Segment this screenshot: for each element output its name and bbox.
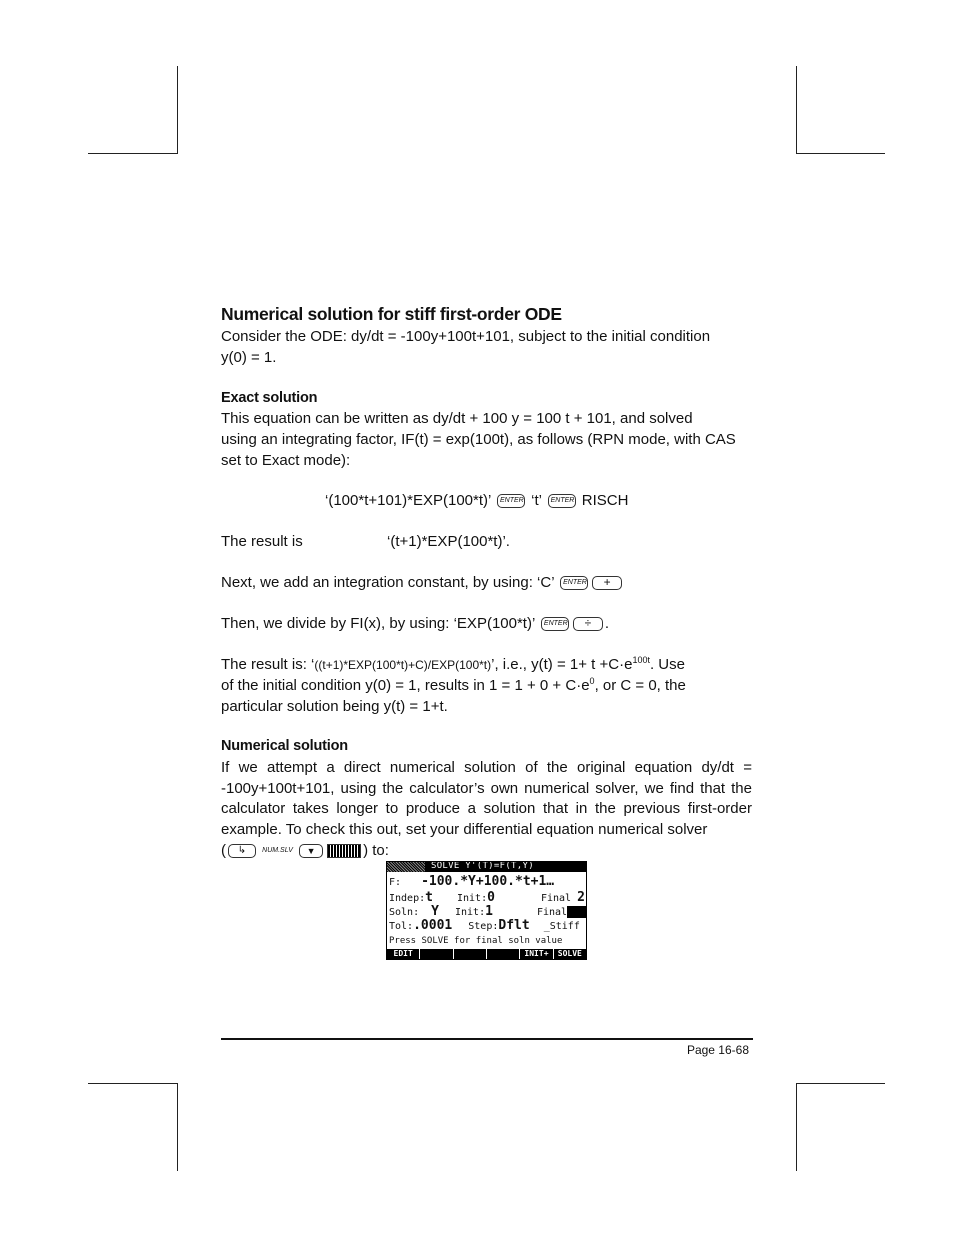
init-field[interactable]: 0 xyxy=(487,890,495,905)
soln-label: Soln: xyxy=(389,907,420,918)
screen-prompt: Press SOLVE for final soln value xyxy=(389,936,563,946)
result2-label: The result is: ‘ xyxy=(221,656,315,673)
crop-mark xyxy=(88,1083,177,1084)
screen-row-indep xyxy=(389,890,585,905)
crop-mark xyxy=(177,1083,178,1171)
command-variable: ‘t’ xyxy=(531,492,542,509)
calculator-screen xyxy=(386,861,587,960)
screen-title: SOLVE Y'(T)=F(T,Y) xyxy=(431,861,534,871)
result2-line xyxy=(221,655,685,676)
section-heading: Numerical solution for stiff first-order ODE xyxy=(221,304,562,324)
tol-field[interactable]: .0001 xyxy=(413,918,453,933)
exact-para-line: using an integrating factor, IF(t) = exp(100t), as follows (RPN mode, with CAS xyxy=(221,431,736,448)
enter-key-icon: ENTER xyxy=(548,494,576,508)
result2-exponent: 100t xyxy=(632,655,650,665)
step-label: Step: xyxy=(468,921,499,932)
paren-open: ( xyxy=(221,842,226,860)
softkey-blank[interactable] xyxy=(487,949,519,959)
enter-key-icon: ENTER xyxy=(541,617,569,631)
enter-key-icon: ENTER xyxy=(560,576,588,590)
exact-solution-title: Exact solution xyxy=(221,390,318,406)
step-field[interactable]: Dflt xyxy=(498,918,530,933)
plus-key-icon: + xyxy=(592,576,622,590)
soln-field[interactable]: Y xyxy=(431,904,439,919)
crop-mark xyxy=(796,153,885,154)
solver-keys-line xyxy=(221,841,389,862)
final-field[interactable]: 2 xyxy=(577,890,585,905)
f-label: F: xyxy=(389,877,402,888)
then-step-end: . xyxy=(604,615,610,632)
next-step-text: Next, we add an integration constant, by using: ‘C’ xyxy=(221,574,554,591)
then-step-text: Then, we divide by FI(x), by using: ‘EXP(100*t)’ xyxy=(221,615,535,632)
intro-line: Consider the ODE: dy/dt = -100y+100t+101, subject to the initial condition xyxy=(221,328,711,345)
screen-row-soln xyxy=(389,904,587,919)
result-value: ‘(t+1)*EXP(100*t)’. xyxy=(387,533,510,550)
command-function: RISCH xyxy=(581,492,629,509)
init-label: Init: xyxy=(455,907,486,918)
next-step-line xyxy=(221,573,624,594)
indep-label: Indep: xyxy=(389,893,426,904)
particular-solution-line: particular solution being y(t) = 1+t. xyxy=(221,698,448,715)
numslv-label: NUM.SLV xyxy=(262,847,293,854)
crop-mark xyxy=(177,66,178,154)
ic-exponent: 0 xyxy=(589,676,595,686)
crop-mark xyxy=(796,1083,885,1084)
softkey-blank[interactable] xyxy=(420,949,452,959)
right-shift-key-icon: ↳ xyxy=(228,844,256,858)
final-label: Final xyxy=(540,893,572,904)
result2-end: . Use xyxy=(649,656,685,673)
final-label: Final xyxy=(536,907,568,918)
tol-label: Tol: xyxy=(389,921,414,932)
final-soln-field-selected[interactable] xyxy=(567,906,587,918)
result2-expression: ((t+1)*EXP(100*t)+C)/EXP(100*t) xyxy=(314,658,492,672)
screen-title-bar xyxy=(387,862,586,872)
footer-rule xyxy=(221,1038,753,1040)
ic-text: of the initial condition y(0) = 1, results in 1 = 1 + 0 + C·e xyxy=(221,677,590,694)
numerical-paragraph: If we attempt a direct numerical solution of the original equation dy/dt = -100y+100t+101, using the calculator’s own numerical solver, we find that the calculator takes longer to produce a solution that in the previous first-order example. To check this out, set your differential equation numerical solver xyxy=(221,759,752,838)
softkey-blank[interactable] xyxy=(454,949,486,959)
softkey-init[interactable]: INIT+ xyxy=(520,949,552,959)
crop-mark xyxy=(88,153,177,154)
intro-line: y(0) = 1. xyxy=(221,349,277,366)
divide-key-icon: ÷ xyxy=(573,617,603,631)
init-soln-field[interactable]: 1 xyxy=(485,904,493,919)
risch-command-line xyxy=(325,491,628,512)
result2-mid: ’, i.e., y(t) = 1+ t +C·e xyxy=(491,656,633,673)
then-step-line xyxy=(221,614,609,635)
crop-mark xyxy=(796,66,797,154)
indep-field[interactable]: t xyxy=(425,890,433,905)
page-number: Page 16-68 xyxy=(686,1043,749,1057)
stiff-checkbox[interactable]: _Stiff xyxy=(543,921,580,932)
exact-para-line: This equation can be written as dy/dt + 100 y = 100 t + 101, and solved xyxy=(221,410,693,427)
numerical-solution-title: Numerical solution xyxy=(221,738,348,754)
down-arrow-key-icon: ▼ xyxy=(299,844,323,858)
exact-para-line: set to Exact mode): xyxy=(221,452,351,469)
screen-row-tol xyxy=(389,918,580,933)
softkey-menu xyxy=(387,949,586,959)
screen-row-f xyxy=(389,874,554,889)
title-pattern xyxy=(387,862,425,872)
f-value-field[interactable]: -100.*Y+100.*t+1… xyxy=(421,874,555,889)
ic-text-end: , or C = 0, the xyxy=(594,677,686,694)
command-expression: ‘(100*t+101)*EXP(100*t)’ xyxy=(325,492,491,509)
softkey-edit[interactable]: EDIT xyxy=(387,949,419,959)
crop-mark xyxy=(796,1083,797,1171)
result-label: The result is xyxy=(221,533,303,550)
paren-close: ) to: xyxy=(363,842,389,860)
enter-key-icon: ENTER xyxy=(497,494,525,508)
init-label: Init: xyxy=(456,893,488,904)
ok-softkey-icon xyxy=(327,844,361,858)
softkey-solve[interactable]: SOLVE xyxy=(554,949,586,959)
initial-condition-line xyxy=(221,676,686,697)
